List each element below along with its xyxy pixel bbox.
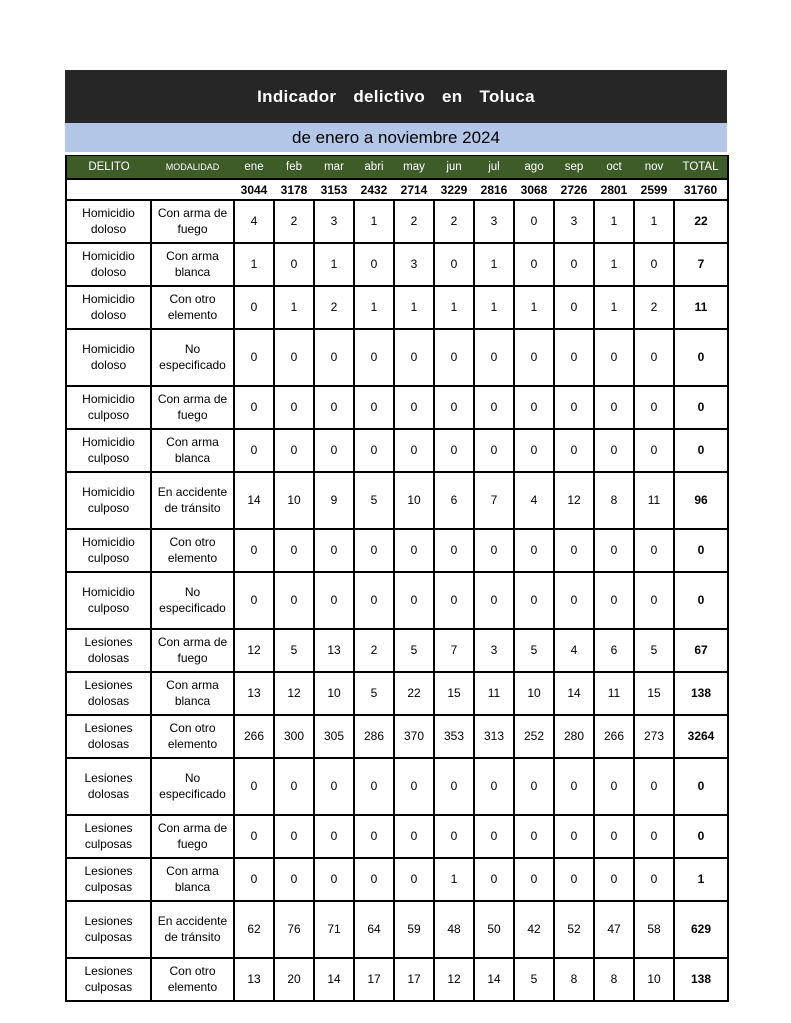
value-cell: 0 bbox=[594, 858, 634, 901]
modalidad-cell: Con otro elemento bbox=[151, 286, 234, 329]
monthly-total-cell: 3229 bbox=[434, 179, 474, 200]
value-cell: 0 bbox=[434, 758, 474, 815]
value-cell: 2 bbox=[354, 629, 394, 672]
value-cell: 11 bbox=[594, 672, 634, 715]
value-cell: 0 bbox=[394, 386, 434, 429]
value-cell: 0 bbox=[234, 386, 274, 429]
delito-cell: Homicidio culposo bbox=[66, 529, 151, 572]
value-cell: 0 bbox=[354, 429, 394, 472]
value-cell: 58 bbox=[634, 901, 674, 958]
value-cell: 9 bbox=[314, 472, 354, 529]
value-cell: 0 bbox=[314, 815, 354, 858]
row-total-cell: 0 bbox=[674, 329, 728, 386]
row-total-cell: 629 bbox=[674, 901, 728, 958]
table-row bbox=[66, 629, 728, 672]
value-cell: 266 bbox=[234, 715, 274, 758]
value-cell: 286 bbox=[354, 715, 394, 758]
value-cell: 1 bbox=[354, 200, 394, 243]
value-cell: 5 bbox=[274, 629, 314, 672]
delito-cell: Lesiones dolosas bbox=[66, 629, 151, 672]
value-cell: 17 bbox=[394, 958, 434, 1001]
value-cell: 0 bbox=[314, 329, 354, 386]
value-cell: 59 bbox=[394, 901, 434, 958]
value-cell: 0 bbox=[514, 329, 554, 386]
value-cell: 0 bbox=[354, 329, 394, 386]
table-row bbox=[66, 672, 728, 715]
table-row bbox=[66, 572, 728, 629]
value-cell: 42 bbox=[514, 901, 554, 958]
modalidad-cell: Con arma blanca bbox=[151, 858, 234, 901]
value-cell: 4 bbox=[554, 629, 594, 672]
value-cell: 13 bbox=[234, 672, 274, 715]
delito-cell: Lesiones culposas bbox=[66, 901, 151, 958]
monthly-total-cell: 2801 bbox=[594, 179, 634, 200]
value-cell: 64 bbox=[354, 901, 394, 958]
table-body bbox=[66, 200, 728, 1001]
value-cell: 0 bbox=[354, 386, 394, 429]
row-total-cell: 67 bbox=[674, 629, 728, 672]
value-cell: 252 bbox=[514, 715, 554, 758]
monthly-total-cell: 2432 bbox=[354, 179, 394, 200]
value-cell: 0 bbox=[474, 815, 514, 858]
delito-cell: Homicidio culposo bbox=[66, 386, 151, 429]
value-cell: 6 bbox=[434, 472, 474, 529]
value-cell: 8 bbox=[594, 958, 634, 1001]
modalidad-cell: Con arma blanca bbox=[151, 672, 234, 715]
value-cell: 0 bbox=[634, 758, 674, 815]
value-cell: 0 bbox=[554, 529, 594, 572]
month-column-header: oct bbox=[594, 156, 634, 180]
table-row bbox=[66, 815, 728, 858]
row-total-cell: 138 bbox=[674, 958, 728, 1001]
value-cell: 13 bbox=[314, 629, 354, 672]
monthly-total-cell: 2726 bbox=[554, 179, 594, 200]
value-cell: 266 bbox=[594, 715, 634, 758]
row-total-cell: 0 bbox=[674, 572, 728, 629]
monthly-total-cell: 3068 bbox=[514, 179, 554, 200]
value-cell: 353 bbox=[434, 715, 474, 758]
value-cell: 0 bbox=[514, 386, 554, 429]
value-cell: 0 bbox=[434, 815, 474, 858]
modalidad-cell: No especificado bbox=[151, 758, 234, 815]
value-cell: 0 bbox=[634, 386, 674, 429]
totals-row-empty-cell bbox=[66, 179, 234, 200]
month-column-header: sep bbox=[554, 156, 594, 180]
value-cell: 5 bbox=[634, 629, 674, 672]
modalidad-cell: Con arma blanca bbox=[151, 429, 234, 472]
value-cell: 14 bbox=[234, 472, 274, 529]
month-column-header: may bbox=[394, 156, 434, 180]
value-cell: 0 bbox=[514, 858, 554, 901]
delito-cell: Lesiones dolosas bbox=[66, 758, 151, 815]
value-cell: 0 bbox=[554, 286, 594, 329]
value-cell: 52 bbox=[554, 901, 594, 958]
value-cell: 0 bbox=[554, 572, 594, 629]
month-column-header: nov bbox=[634, 156, 674, 180]
modalidad-cell: Con arma blanca bbox=[151, 243, 234, 286]
value-cell: 1 bbox=[394, 286, 434, 329]
value-cell: 0 bbox=[314, 572, 354, 629]
value-cell: 0 bbox=[434, 329, 474, 386]
value-cell: 3 bbox=[394, 243, 434, 286]
value-cell: 1 bbox=[634, 200, 674, 243]
value-cell: 12 bbox=[554, 472, 594, 529]
modalidad-cell: Con arma de fuego bbox=[151, 386, 234, 429]
value-cell: 0 bbox=[594, 758, 634, 815]
value-cell: 5 bbox=[354, 672, 394, 715]
value-cell: 0 bbox=[274, 329, 314, 386]
row-total-cell: 0 bbox=[674, 386, 728, 429]
value-cell: 12 bbox=[434, 958, 474, 1001]
monthly-total-cell: 2599 bbox=[634, 179, 674, 200]
value-cell: 15 bbox=[634, 672, 674, 715]
value-cell: 0 bbox=[274, 529, 314, 572]
monthly-total-cell: 3153 bbox=[314, 179, 354, 200]
value-cell: 13 bbox=[234, 958, 274, 1001]
modalidad-cell: Con otro elemento bbox=[151, 958, 234, 1001]
value-cell: 0 bbox=[394, 429, 434, 472]
value-cell: 0 bbox=[234, 815, 274, 858]
value-cell: 17 bbox=[354, 958, 394, 1001]
title-bar bbox=[65, 70, 727, 123]
month-column-header: ago bbox=[514, 156, 554, 180]
value-cell: 20 bbox=[274, 958, 314, 1001]
value-cell: 3 bbox=[474, 200, 514, 243]
value-cell: 0 bbox=[474, 329, 514, 386]
value-cell: 0 bbox=[434, 243, 474, 286]
value-cell: 8 bbox=[554, 958, 594, 1001]
value-cell: 12 bbox=[234, 629, 274, 672]
value-cell: 0 bbox=[274, 429, 314, 472]
value-cell: 1 bbox=[274, 286, 314, 329]
monthly-total-cell: 3178 bbox=[274, 179, 314, 200]
delito-cell: Homicidio doloso bbox=[66, 200, 151, 243]
value-cell: 3 bbox=[314, 200, 354, 243]
month-column-header: feb bbox=[274, 156, 314, 180]
value-cell: 1 bbox=[594, 200, 634, 243]
value-cell: 15 bbox=[434, 672, 474, 715]
value-cell: 0 bbox=[394, 329, 434, 386]
value-cell: 14 bbox=[474, 958, 514, 1001]
value-cell: 0 bbox=[234, 572, 274, 629]
value-cell: 2 bbox=[634, 286, 674, 329]
table-row bbox=[66, 758, 728, 815]
value-cell: 0 bbox=[314, 429, 354, 472]
value-cell: 0 bbox=[474, 529, 514, 572]
value-cell: 0 bbox=[354, 858, 394, 901]
value-cell: 0 bbox=[274, 758, 314, 815]
value-cell: 0 bbox=[474, 572, 514, 629]
value-cell: 10 bbox=[314, 672, 354, 715]
delito-cell: Lesiones culposas bbox=[66, 858, 151, 901]
table-row bbox=[66, 901, 728, 958]
value-cell: 0 bbox=[434, 529, 474, 572]
delito-cell: Homicidio doloso bbox=[66, 329, 151, 386]
value-cell: 300 bbox=[274, 715, 314, 758]
value-cell: 0 bbox=[594, 429, 634, 472]
value-cell: 0 bbox=[274, 572, 314, 629]
value-cell: 7 bbox=[434, 629, 474, 672]
value-cell: 1 bbox=[514, 286, 554, 329]
value-cell: 11 bbox=[474, 672, 514, 715]
value-cell: 5 bbox=[394, 629, 434, 672]
value-cell: 2 bbox=[434, 200, 474, 243]
value-cell: 0 bbox=[514, 572, 554, 629]
value-cell: 11 bbox=[634, 472, 674, 529]
value-cell: 76 bbox=[274, 901, 314, 958]
modalidad-cell: Con arma de fuego bbox=[151, 815, 234, 858]
monthly-total-cell: 2714 bbox=[394, 179, 434, 200]
delito-cell: Homicidio culposo bbox=[66, 429, 151, 472]
value-cell: 0 bbox=[314, 758, 354, 815]
value-cell: 0 bbox=[634, 572, 674, 629]
value-cell: 62 bbox=[234, 901, 274, 958]
crime-report bbox=[65, 70, 727, 1002]
value-cell: 0 bbox=[514, 243, 554, 286]
value-cell: 1 bbox=[594, 286, 634, 329]
value-cell: 0 bbox=[434, 386, 474, 429]
value-cell: 0 bbox=[514, 429, 554, 472]
row-total-cell: 0 bbox=[674, 429, 728, 472]
value-cell: 0 bbox=[314, 386, 354, 429]
value-cell: 0 bbox=[514, 758, 554, 815]
value-cell: 4 bbox=[514, 472, 554, 529]
value-cell: 0 bbox=[474, 758, 514, 815]
table-row bbox=[66, 329, 728, 386]
table-row bbox=[66, 386, 728, 429]
month-column-header: jul bbox=[474, 156, 514, 180]
value-cell: 14 bbox=[554, 672, 594, 715]
value-cell: 10 bbox=[394, 472, 434, 529]
value-cell: 0 bbox=[554, 815, 594, 858]
value-cell: 1 bbox=[594, 243, 634, 286]
table-row bbox=[66, 286, 728, 329]
value-cell: 1 bbox=[474, 243, 514, 286]
value-cell: 0 bbox=[234, 329, 274, 386]
value-cell: 10 bbox=[634, 958, 674, 1001]
value-cell: 0 bbox=[634, 243, 674, 286]
value-cell: 0 bbox=[234, 529, 274, 572]
table-row bbox=[66, 243, 728, 286]
modalidad-column-header: MODALIDAD bbox=[151, 156, 234, 180]
table-row bbox=[66, 529, 728, 572]
value-cell: 0 bbox=[634, 429, 674, 472]
value-cell: 7 bbox=[474, 472, 514, 529]
modalidad-cell: En accidente de tránsito bbox=[151, 472, 234, 529]
value-cell: 71 bbox=[314, 901, 354, 958]
delito-cell: Lesiones dolosas bbox=[66, 672, 151, 715]
value-cell: 0 bbox=[474, 858, 514, 901]
value-cell: 0 bbox=[394, 815, 434, 858]
value-cell: 0 bbox=[274, 858, 314, 901]
row-total-cell: 7 bbox=[674, 243, 728, 286]
value-cell: 0 bbox=[234, 858, 274, 901]
value-cell: 0 bbox=[634, 858, 674, 901]
value-cell: 273 bbox=[634, 715, 674, 758]
report-title: Indicador delictivo en Toluca bbox=[257, 86, 535, 106]
value-cell: 3 bbox=[474, 629, 514, 672]
crime-table bbox=[65, 155, 729, 1002]
value-cell: 0 bbox=[554, 758, 594, 815]
value-cell: 48 bbox=[434, 901, 474, 958]
subtitle-bar bbox=[65, 123, 727, 152]
value-cell: 0 bbox=[594, 329, 634, 386]
value-cell: 0 bbox=[514, 529, 554, 572]
value-cell: 6 bbox=[594, 629, 634, 672]
value-cell: 12 bbox=[274, 672, 314, 715]
modalidad-cell: En accidente de tránsito bbox=[151, 901, 234, 958]
value-cell: 0 bbox=[554, 329, 594, 386]
row-total-cell: 96 bbox=[674, 472, 728, 529]
value-cell: 0 bbox=[274, 386, 314, 429]
row-total-cell: 0 bbox=[674, 815, 728, 858]
value-cell: 0 bbox=[434, 572, 474, 629]
value-cell: 0 bbox=[314, 529, 354, 572]
value-cell: 0 bbox=[314, 858, 354, 901]
row-total-cell: 11 bbox=[674, 286, 728, 329]
table-row bbox=[66, 958, 728, 1001]
value-cell: 0 bbox=[594, 529, 634, 572]
delito-cell: Lesiones culposas bbox=[66, 958, 151, 1001]
value-cell: 0 bbox=[434, 429, 474, 472]
value-cell: 5 bbox=[514, 629, 554, 672]
row-total-cell: 3264 bbox=[674, 715, 728, 758]
value-cell: 3 bbox=[554, 200, 594, 243]
value-cell: 1 bbox=[434, 858, 474, 901]
row-total-cell: 0 bbox=[674, 758, 728, 815]
table-row bbox=[66, 715, 728, 758]
value-cell: 0 bbox=[594, 572, 634, 629]
value-cell: 4 bbox=[234, 200, 274, 243]
modalidad-cell: Con otro elemento bbox=[151, 529, 234, 572]
value-cell: 1 bbox=[314, 243, 354, 286]
table-row bbox=[66, 472, 728, 529]
modalidad-cell: No especificado bbox=[151, 329, 234, 386]
value-cell: 0 bbox=[354, 243, 394, 286]
monthly-totals-row bbox=[66, 179, 728, 200]
value-cell: 0 bbox=[234, 286, 274, 329]
column-header-row bbox=[66, 156, 728, 180]
value-cell: 0 bbox=[554, 243, 594, 286]
value-cell: 0 bbox=[594, 386, 634, 429]
modalidad-cell: Con arma de fuego bbox=[151, 629, 234, 672]
month-column-header: jun bbox=[434, 156, 474, 180]
value-cell: 0 bbox=[394, 572, 434, 629]
delito-cell: Lesiones culposas bbox=[66, 815, 151, 858]
value-cell: 10 bbox=[514, 672, 554, 715]
month-column-header: abri bbox=[354, 156, 394, 180]
value-cell: 22 bbox=[394, 672, 434, 715]
value-cell: 2 bbox=[274, 200, 314, 243]
value-cell: 1 bbox=[354, 286, 394, 329]
value-cell: 0 bbox=[514, 815, 554, 858]
value-cell: 0 bbox=[474, 386, 514, 429]
delito-cell: Lesiones dolosas bbox=[66, 715, 151, 758]
value-cell: 370 bbox=[394, 715, 434, 758]
value-cell: 0 bbox=[394, 758, 434, 815]
total-column-header: TOTAL bbox=[674, 156, 728, 180]
value-cell: 0 bbox=[274, 815, 314, 858]
row-total-cell: 1 bbox=[674, 858, 728, 901]
monthly-total-cell: 2816 bbox=[474, 179, 514, 200]
value-cell: 0 bbox=[634, 815, 674, 858]
row-total-cell: 0 bbox=[674, 529, 728, 572]
value-cell: 47 bbox=[594, 901, 634, 958]
value-cell: 1 bbox=[434, 286, 474, 329]
grand-total-cell: 31760 bbox=[674, 179, 728, 200]
delito-column-header: DELITO bbox=[66, 156, 151, 180]
value-cell: 14 bbox=[314, 958, 354, 1001]
value-cell: 2 bbox=[314, 286, 354, 329]
delito-cell: Homicidio doloso bbox=[66, 243, 151, 286]
value-cell: 0 bbox=[354, 529, 394, 572]
value-cell: 0 bbox=[234, 429, 274, 472]
value-cell: 0 bbox=[354, 815, 394, 858]
value-cell: 2 bbox=[394, 200, 434, 243]
value-cell: 0 bbox=[634, 329, 674, 386]
value-cell: 0 bbox=[594, 815, 634, 858]
value-cell: 8 bbox=[594, 472, 634, 529]
month-column-header: mar bbox=[314, 156, 354, 180]
row-total-cell: 138 bbox=[674, 672, 728, 715]
value-cell: 50 bbox=[474, 901, 514, 958]
value-cell: 5 bbox=[514, 958, 554, 1001]
value-cell: 1 bbox=[234, 243, 274, 286]
monthly-total-cell: 3044 bbox=[234, 179, 274, 200]
delito-cell: Homicidio culposo bbox=[66, 572, 151, 629]
modalidad-cell: Con otro elemento bbox=[151, 715, 234, 758]
modalidad-cell: Con arma de fuego bbox=[151, 200, 234, 243]
table-row bbox=[66, 200, 728, 243]
value-cell: 313 bbox=[474, 715, 514, 758]
value-cell: 0 bbox=[274, 243, 314, 286]
row-total-cell: 22 bbox=[674, 200, 728, 243]
value-cell: 0 bbox=[554, 386, 594, 429]
value-cell: 0 bbox=[394, 529, 434, 572]
table-row bbox=[66, 858, 728, 901]
value-cell: 280 bbox=[554, 715, 594, 758]
table-row bbox=[66, 429, 728, 472]
value-cell: 1 bbox=[474, 286, 514, 329]
value-cell: 5 bbox=[354, 472, 394, 529]
value-cell: 0 bbox=[234, 758, 274, 815]
value-cell: 0 bbox=[394, 858, 434, 901]
report-subtitle: de enero a noviembre 2024 bbox=[292, 127, 500, 147]
value-cell: 305 bbox=[314, 715, 354, 758]
month-column-header: ene bbox=[234, 156, 274, 180]
value-cell: 0 bbox=[634, 529, 674, 572]
modalidad-cell: No especificado bbox=[151, 572, 234, 629]
value-cell: 0 bbox=[514, 200, 554, 243]
value-cell: 0 bbox=[474, 429, 514, 472]
value-cell: 0 bbox=[554, 858, 594, 901]
value-cell: 0 bbox=[354, 758, 394, 815]
delito-cell: Homicidio doloso bbox=[66, 286, 151, 329]
delito-cell: Homicidio culposo bbox=[66, 472, 151, 529]
value-cell: 0 bbox=[554, 429, 594, 472]
value-cell: 10 bbox=[274, 472, 314, 529]
value-cell: 0 bbox=[354, 572, 394, 629]
